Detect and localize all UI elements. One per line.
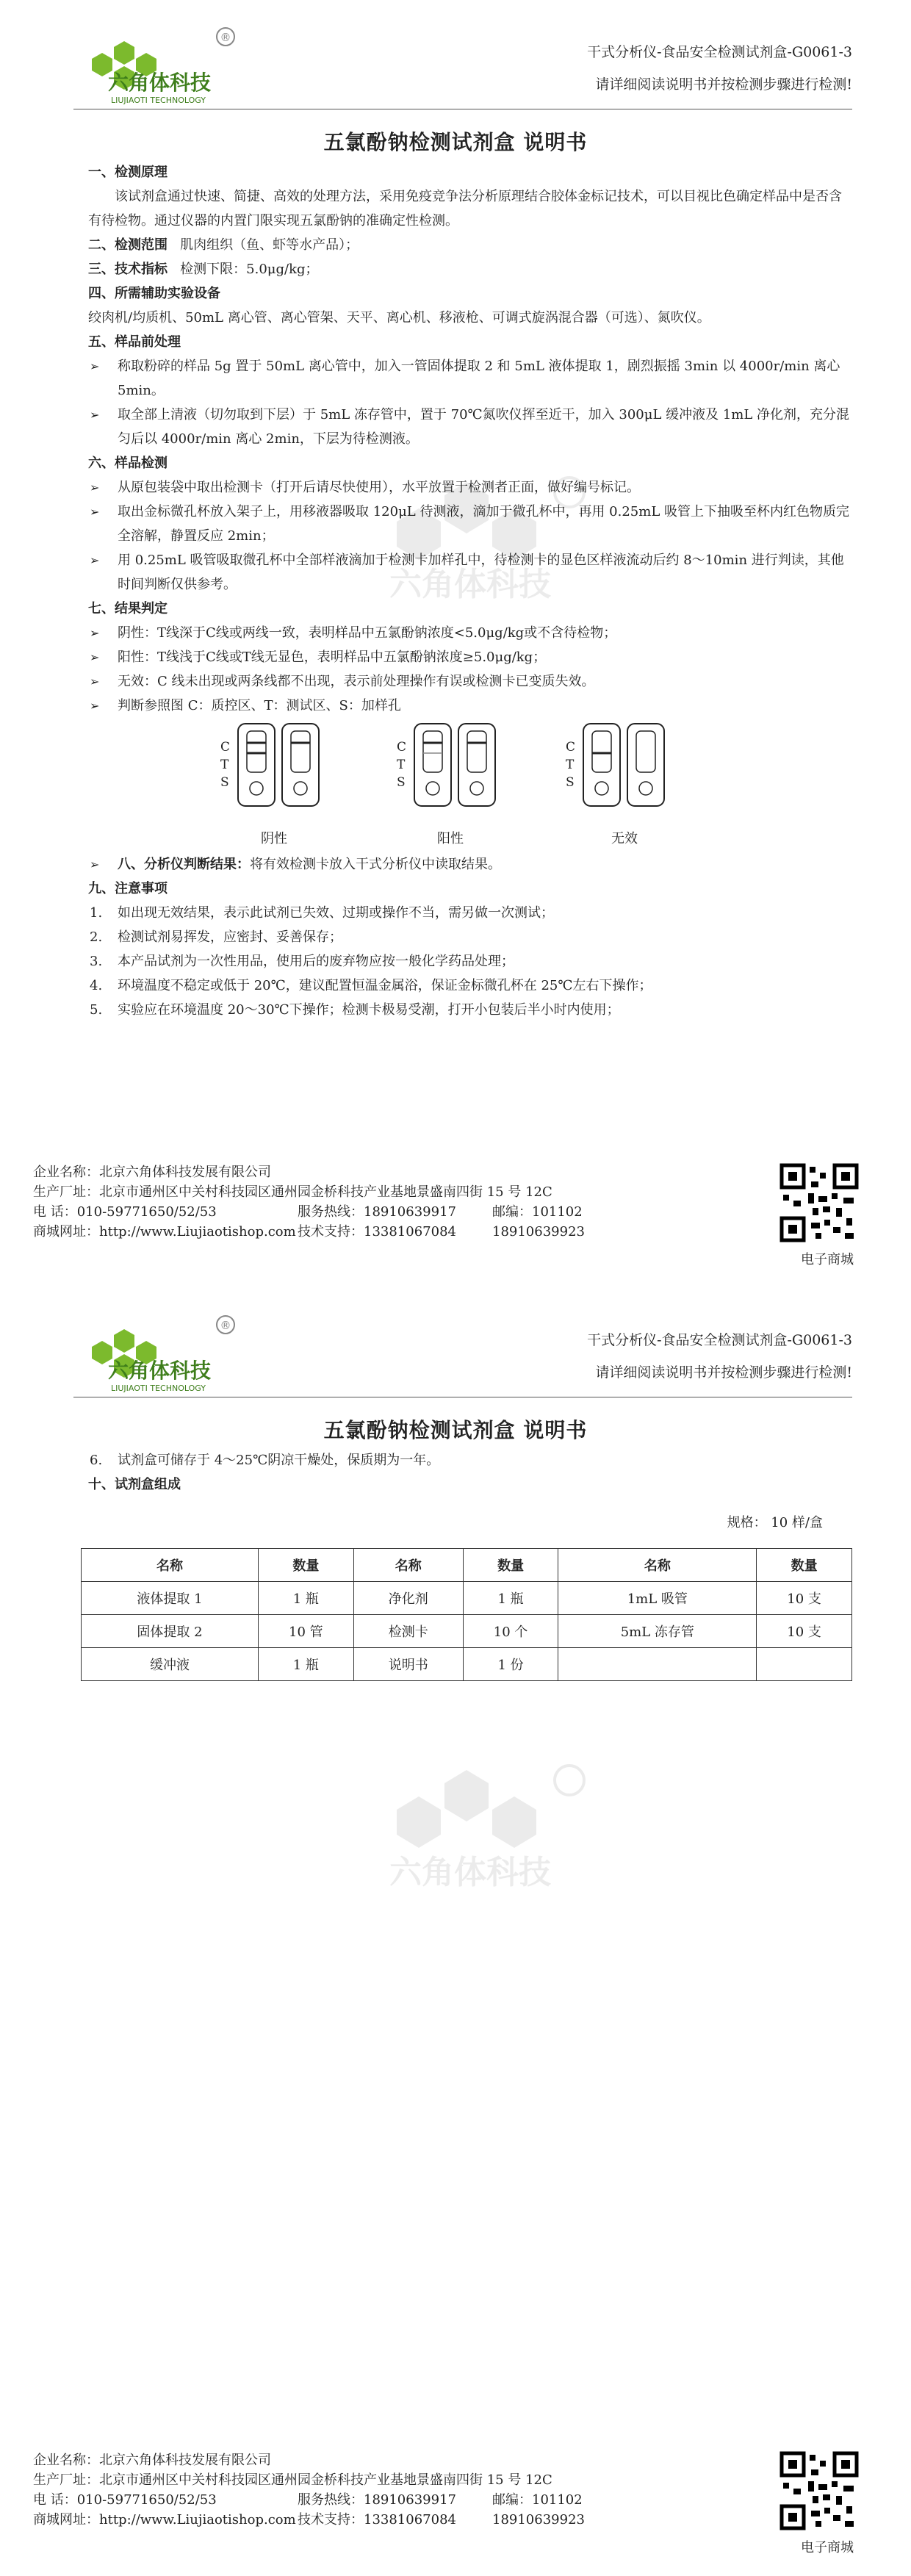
document-title: 五氯酚钠检测试剂盒 说明书 [323,130,588,154]
bullet-arrow-icon: ➢ [90,699,100,713]
result-reference: ➢ 判断参照图 C：质控区、T：测试区、S：加样孔 [88,694,852,718]
company-logo [77,21,239,109]
watermark-logo [345,1758,595,1901]
column-header: 名称 [82,1549,259,1582]
bullet-arrow-icon: ➢ [90,481,100,494]
note-item: 2. 检测试剂易挥发，应密封、妥善保存； [90,929,342,945]
cts-labels: C T S [566,740,576,790]
section-title-notes: 九、注意事项 [88,881,168,896]
detection-step: ➢ 用 0.25mL 吸管吸取微孔杯中全部样液滴加于检测卡加样孔中，待检测卡的显色区样液流动后约 8～10min 进行判读，其他时间判断仅供参考。 [88,548,852,597]
table-row: 缓冲液 1 瓶 说明书 1 份 [82,1648,852,1681]
positive-example [397,722,580,851]
invalid-example [566,722,749,851]
bullet-arrow-icon: ➢ [90,505,100,519]
footer-address: 生产厂址：北京市通州区中关村科技园区通州园金桥科技产业基地景盛南四街 15 号 12C [33,1184,552,1200]
bullet-arrow-icon: ➢ [90,553,100,567]
section-title-result: 七、结果判定 [88,601,168,616]
qr-code-icon [779,2450,860,2531]
positive-caption: 阳性 [437,831,464,846]
footer-postcode: 邮编：101102 [492,1204,583,1220]
table-row: 固体提取 2 10 管 检测卡 10 个 5mL 冻存管 10 支 [82,1615,852,1648]
footer-support-2: 18910639923 [492,1224,585,1240]
footer-phone: 电 话：010-59771650/52/53 [33,2492,217,2508]
detection-range-row [88,233,852,257]
page1-content [88,160,852,1022]
footer-website: 商城网址：http://www.Liujiaotishop.com [33,2512,296,2528]
bullet-arrow-icon: ➢ [90,674,100,688]
result-rule: ➢ 无效：C 线未出现或两条线都不出现，表示前处理操作有误或检测卡已变质失效。 [88,669,852,694]
table-row: 液体提取 1 1 瓶 净化剂 1 瓶 1mL 吸管 10 支 [82,1582,852,1615]
svg-text:六角体科技: 六角体科技 [108,1359,212,1383]
detection-range-text: 肌肉组织（鱼、虾等水产品）； [180,237,359,253]
detection-step: ➢ 取出金标微孔杯放入架子上，用移液器吸取 120μL 待测液，滴加于微孔杯中，再用 0.25mL 吸管上下抽吸至杯内红色物质完全溶解，静置反应 2min； [88,500,852,548]
section-title-pretreatment: 五、样品前处理 [88,334,181,350]
positive-cassettes [413,722,501,810]
cts-labels: C T S [220,740,231,790]
tech-spec-row [88,257,852,281]
table-header-row [82,1549,852,1582]
section-title-equipment: 四、所需辅助实验设备 [88,286,220,301]
qr-caption: 电子商城 [801,1252,854,1267]
footer-contact [33,2450,585,2530]
section-title-range: 二、检测范围 [88,237,168,253]
cts-labels: C T S [397,740,407,790]
section-title-kit: 十、试剂盒组成 [88,1477,181,1492]
header-product-line: 干式分析仪-食品安全检测试剂盒-G0061-3 [587,1332,852,1348]
svg-text:®: ® [220,31,231,44]
bullet-arrow-icon: ➢ [90,650,100,664]
detection-step: ➢ 从原包装袋中取出检测卡（打开后请尽快使用），水平放置于检测者正面，做好编号标记。 [88,475,852,500]
footer-support: 技术支持：13381067084 [298,2512,456,2528]
pretreatment-step: ➢ 称取粉碎的样品 5g 置于 50mL 离心管中，加入一管固体提取 2 和 5mL 液体提取 1，剧烈振摇 3min 以 4000r/min 离心 5min。 [88,354,852,403]
header-product-line: 干式分析仪-食品安全检测试剂盒-G0061-3 [587,44,852,60]
pretreatment-step: ➢ 取全部上清液（切勿取到下层）于 5mL 冻存管中，置于 70℃氮吹仪挥至近干，加入 300μL 缓冲液及 1mL 净化剂，充分混匀后以 4000r/min 离心 2min，下层为待检测液。 [88,403,852,451]
svg-text:®: ® [220,1319,231,1332]
footer-support: 技术支持：13381067084 [298,1224,456,1240]
header-notice: 请详细阅读说明书并按检测步骤进行检测! [595,76,852,93]
negative-caption: 阴性 [261,831,287,846]
instruction-page-2 [0,1288,911,2576]
document-title: 五氯酚钠检测试剂盒 说明书 [323,1418,588,1442]
column-header: 数量 [757,1549,852,1582]
footer-phone: 电 话：010-59771650/52/53 [33,1204,217,1220]
section-title-spec: 三、技术指标 [88,262,168,277]
kit-spec: 规格： 10 样/盒 [727,1515,823,1530]
note-item: 5. 实验应在环境温度 20～30℃下操作；检测卡极易受潮，打开小包装后半小时内使用； [90,1002,620,1018]
section-title-analyzer: 八、分析仪判断结果： [118,857,250,872]
note-item: 3. 本产品试剂为一次性用品，使用后的废弃物应按一般化学药品处理； [90,954,514,969]
footer-website: 商城网址：http://www.Liujiaotishop.com [33,1224,296,1240]
result-reference-diagram [88,722,852,851]
principle-text: 该试剂盒通过快速、简捷、高效的处理方法，采用免疫竞争法分析原理结合胶体金标记技术，可以目视比色确定样品中是否含有待检物。通过仪器的内置门限实现五氯酚钠的准确定性检测。 [88,189,842,229]
bullet-arrow-icon: ➢ [90,359,100,373]
qr-caption: 电子商城 [801,2540,854,2555]
analyzer-result-row [88,852,852,877]
bullet-arrow-icon: ➢ [90,408,100,422]
bullet-arrow-icon: ➢ [90,626,100,640]
result-rule: ➢ 阴性：T线深于C线或两线一致，表明样品中五氯酚钠浓度<5.0μg/kg或不含待检物； [88,621,852,645]
section-title-principle: 一、检测原理 [88,165,168,180]
negative-example [220,722,407,851]
footer-service: 服务热线：18910639917 [298,2492,456,2508]
invalid-caption: 无效 [611,831,638,846]
footer-company: 企业名称：北京六角体科技发展有限公司 [33,2453,271,2468]
note-item: 6. 试剂盒可储存于 4～25℃阴凉干燥处，保质期为一年。 [90,1453,440,1468]
section-title-detection: 六、样品检测 [88,456,168,471]
bullet-arrow-icon: ➢ [90,857,100,871]
column-header: 数量 [463,1549,558,1582]
analyzer-result-text: 将有效检测卡放入干式分析仪中读取结果。 [250,857,501,872]
footer-service: 服务热线：18910639917 [298,1204,456,1220]
footer-address: 生产厂址：北京市通州区中关村科技园区通州园金桥科技产业基地景盛南四街 15 号 12C [33,2472,552,2488]
svg-text:LIUJIAOTI TECHNOLOGY: LIUJIAOTI TECHNOLOGY [111,96,206,105]
svg-text:六角体科技: 六角体科技 [389,1854,551,1891]
svg-text:LIUJIAOTI TECHNOLOGY: LIUJIAOTI TECHNOLOGY [111,1384,206,1393]
footer-contact [33,1162,585,1242]
footer-company: 企业名称：北京六角体科技发展有限公司 [33,1165,271,1180]
page2-content [88,1448,852,1497]
footer-postcode: 邮编：101102 [492,2492,583,2508]
note-item: 4. 环境温度不稳定或低于 20℃，建议配置恒温金属浴，保证金标微孔杯在 25℃左右下操作； [90,978,652,993]
kit-components-table [81,1548,852,1681]
invalid-cassettes [582,722,670,810]
footer-support-2: 18910639923 [492,2512,585,2528]
negative-cassettes [237,722,325,810]
header-notice: 请详细阅读说明书并按检测步骤进行检测! [595,1364,852,1381]
result-rule: ➢ 阳性：T线浅于C线或T线无显色，表明样品中五氯酚钠浓度≥5.0μg/kg； [88,645,852,669]
equipment-text: 绞肉机/均质机、50mL 离心管、离心管架、天平、离心机、移液枪、可调式旋涡混合器（可选）、氮吹仪。 [88,310,710,325]
column-header: 名称 [353,1549,463,1582]
qr-code-icon [779,1162,860,1243]
note-item: 1. 如出现无效结果，表示此试剂已失效、过期或操作不当，需另做一次测试； [90,905,554,921]
column-header: 数量 [258,1549,353,1582]
company-logo [77,1309,239,1397]
tech-spec-text: 检测下限：5.0μg/kg； [180,262,319,277]
column-header: 名称 [558,1549,757,1582]
svg-text:六角体科技: 六角体科技 [108,71,212,95]
svg-text:六角体科技: 六角体科技 [389,566,551,603]
